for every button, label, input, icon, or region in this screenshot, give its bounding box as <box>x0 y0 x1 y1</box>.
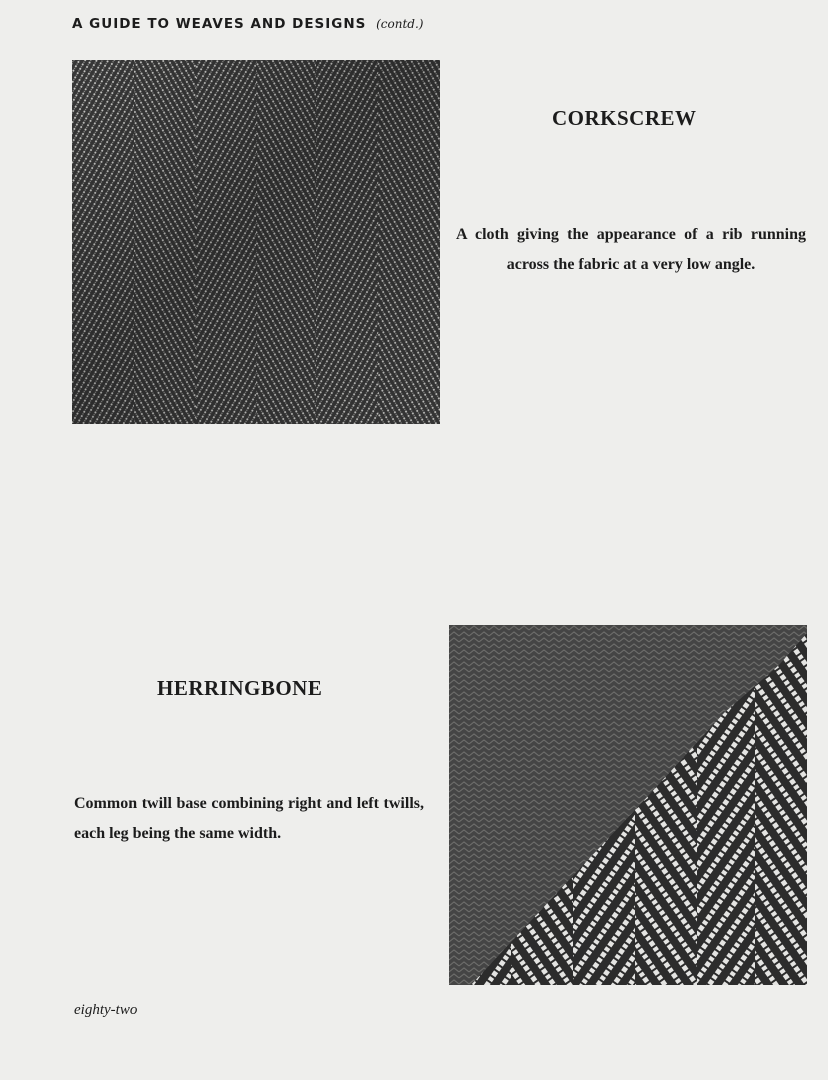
corkscrew-heading: CORKSCREW <box>552 106 697 130</box>
running-head-title: A GUIDE TO WEAVES AND DESIGNS <box>72 16 367 32</box>
running-head-suffix: (contd.) <box>376 17 424 31</box>
running-head <box>72 16 423 32</box>
herringbone-description: Common twill base combining right and left twills, each leg being the same width. <box>74 795 424 842</box>
corkscrew-fabric-swatch <box>72 60 440 424</box>
herringbone-fabric-swatch <box>449 625 807 985</box>
corkscrew-description: A cloth giving the appearance of a rib running across the fabric at a very low angle. <box>456 226 806 273</box>
page-number: eighty-two <box>74 1002 138 1018</box>
herringbone-heading: HERRINGBONE <box>157 676 323 700</box>
